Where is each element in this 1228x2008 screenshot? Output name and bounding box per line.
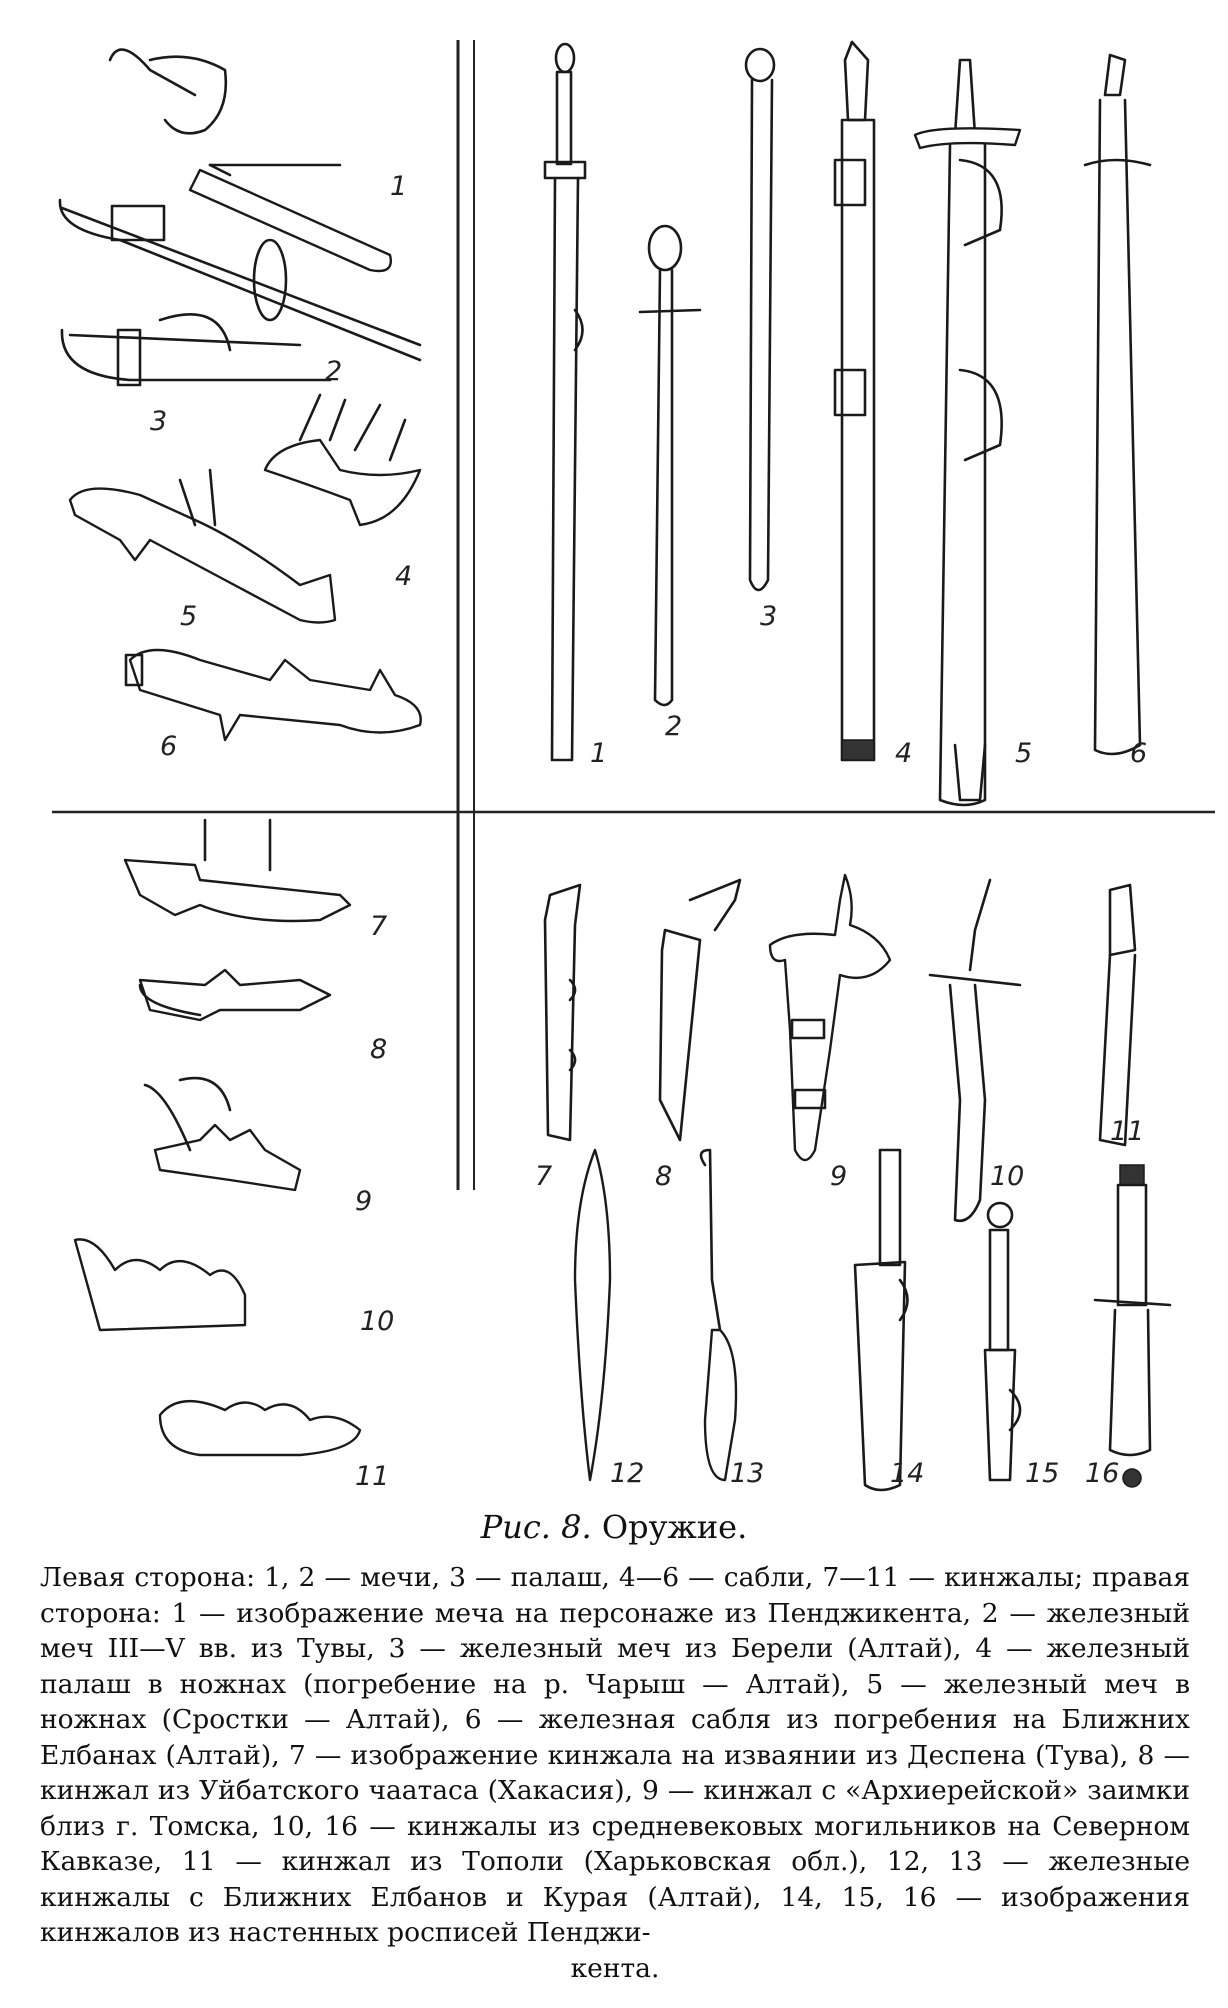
left-dagger-9: [145, 1078, 300, 1190]
figure-caption: [40, 1560, 1190, 1986]
right-sword-1: [545, 44, 585, 760]
left-dagger-11: [160, 1401, 360, 1455]
label-left-7: 7: [370, 911, 388, 942]
label-left-5: 5: [180, 601, 198, 632]
right-dagger-15: [985, 1203, 1020, 1480]
figure-label: Рис. 8.: [480, 1508, 592, 1546]
label-right-6: 6: [1130, 738, 1148, 769]
right-scabbard-4: [835, 42, 874, 760]
label-right-5: 5: [1015, 738, 1033, 769]
right-dagger-11: [1100, 885, 1135, 1145]
label-left-6: 6: [160, 731, 178, 762]
label-right-12: 12: [610, 1458, 645, 1489]
left-dagger-10: [75, 1239, 245, 1330]
label-right-16: 16: [1085, 1458, 1120, 1489]
left-sword-3: [62, 314, 330, 385]
right-dagger-14: [855, 1150, 908, 1490]
right-dagger-8: [660, 880, 740, 1140]
right-sabre-6: [1085, 55, 1150, 754]
right-dagger-12: [575, 1150, 610, 1480]
label-left-4: 4: [395, 561, 413, 592]
left-sabre-4: [265, 395, 420, 525]
right-sword-2: [640, 226, 700, 705]
right-dagger-13: [701, 1150, 736, 1480]
label-left-1: 1: [390, 171, 408, 202]
label-right-14: 14: [890, 1458, 925, 1489]
label-right-4: 4: [895, 738, 913, 769]
label-right-10: 10: [990, 1161, 1025, 1192]
label-left-11: 11: [355, 1461, 390, 1492]
right-scabbard-5: [915, 60, 1020, 805]
label-left-3: 3: [150, 406, 168, 437]
label-right-11: 11: [1110, 1116, 1145, 1147]
left-sabre-6: [126, 650, 421, 740]
label-left-2: 2: [325, 356, 343, 387]
right-dagger-16: [1095, 1165, 1170, 1487]
right-dagger-7: [545, 885, 580, 1140]
left-sword-1: [110, 50, 391, 271]
figure-caption-title: [0, 1508, 1228, 1546]
left-dagger-7: [125, 820, 350, 921]
right-dagger-9: [770, 875, 890, 1160]
label-right-15: 15: [1025, 1458, 1060, 1489]
label-right-9: 9: [830, 1161, 848, 1192]
figure-title: Оружие.: [601, 1508, 748, 1546]
label-right-2: 2: [665, 711, 683, 742]
label-right-8: 8: [655, 1161, 673, 1192]
caption-last-line: кента.: [570, 1952, 660, 1984]
label-right-3: 3: [760, 601, 778, 632]
label-right-1: 1: [590, 738, 608, 769]
right-sword-3: [746, 49, 774, 590]
caption-text: Левая сторона: 1, 2 — мечи, 3 — палаш, 4—6 — сабли, 7—11 — кинжалы; правая сторона: 1 — изображение меча на персонаже из Пенджикента, 2 — железный меч III—V вв. из Тувы, 3 — железный меч из Берели (Алтай), 4 — железный палаш в ножнах (погребение на р. Чарыш — Алтай), 5 — железный меч в ножнах (Сростки — Алтай), 6 — железная сабля из погребения на Ближних Елбанах (Алтай), 7 — изображение кинжала на изваянии из Деспена (Тува), 8 — кинжал из Уйбатского чаатаса (Хакасия), 9 — кинжал с «Архиерейской» заимки близ г. Томска, 10, 16 — кинжалы из средневековых могильников на Северном Кавказе, 11 — кинжал из Тополи (Харьковская обл.), 12, 13 — железные кинжалы с Ближних Елбанов и Курая (Алтай), 14, 15, 16 — изображения кинжалов из настенных росписей Пенджи-: [40, 1562, 1190, 1948]
left-dagger-8: [140, 970, 330, 1020]
label-right-7: 7: [535, 1161, 553, 1192]
label-left-8: 8: [370, 1034, 388, 1065]
label-left-9: 9: [355, 1186, 373, 1217]
left-sabre-5: [70, 470, 335, 623]
label-left-10: 10: [360, 1306, 395, 1337]
label-right-13: 13: [730, 1458, 765, 1489]
